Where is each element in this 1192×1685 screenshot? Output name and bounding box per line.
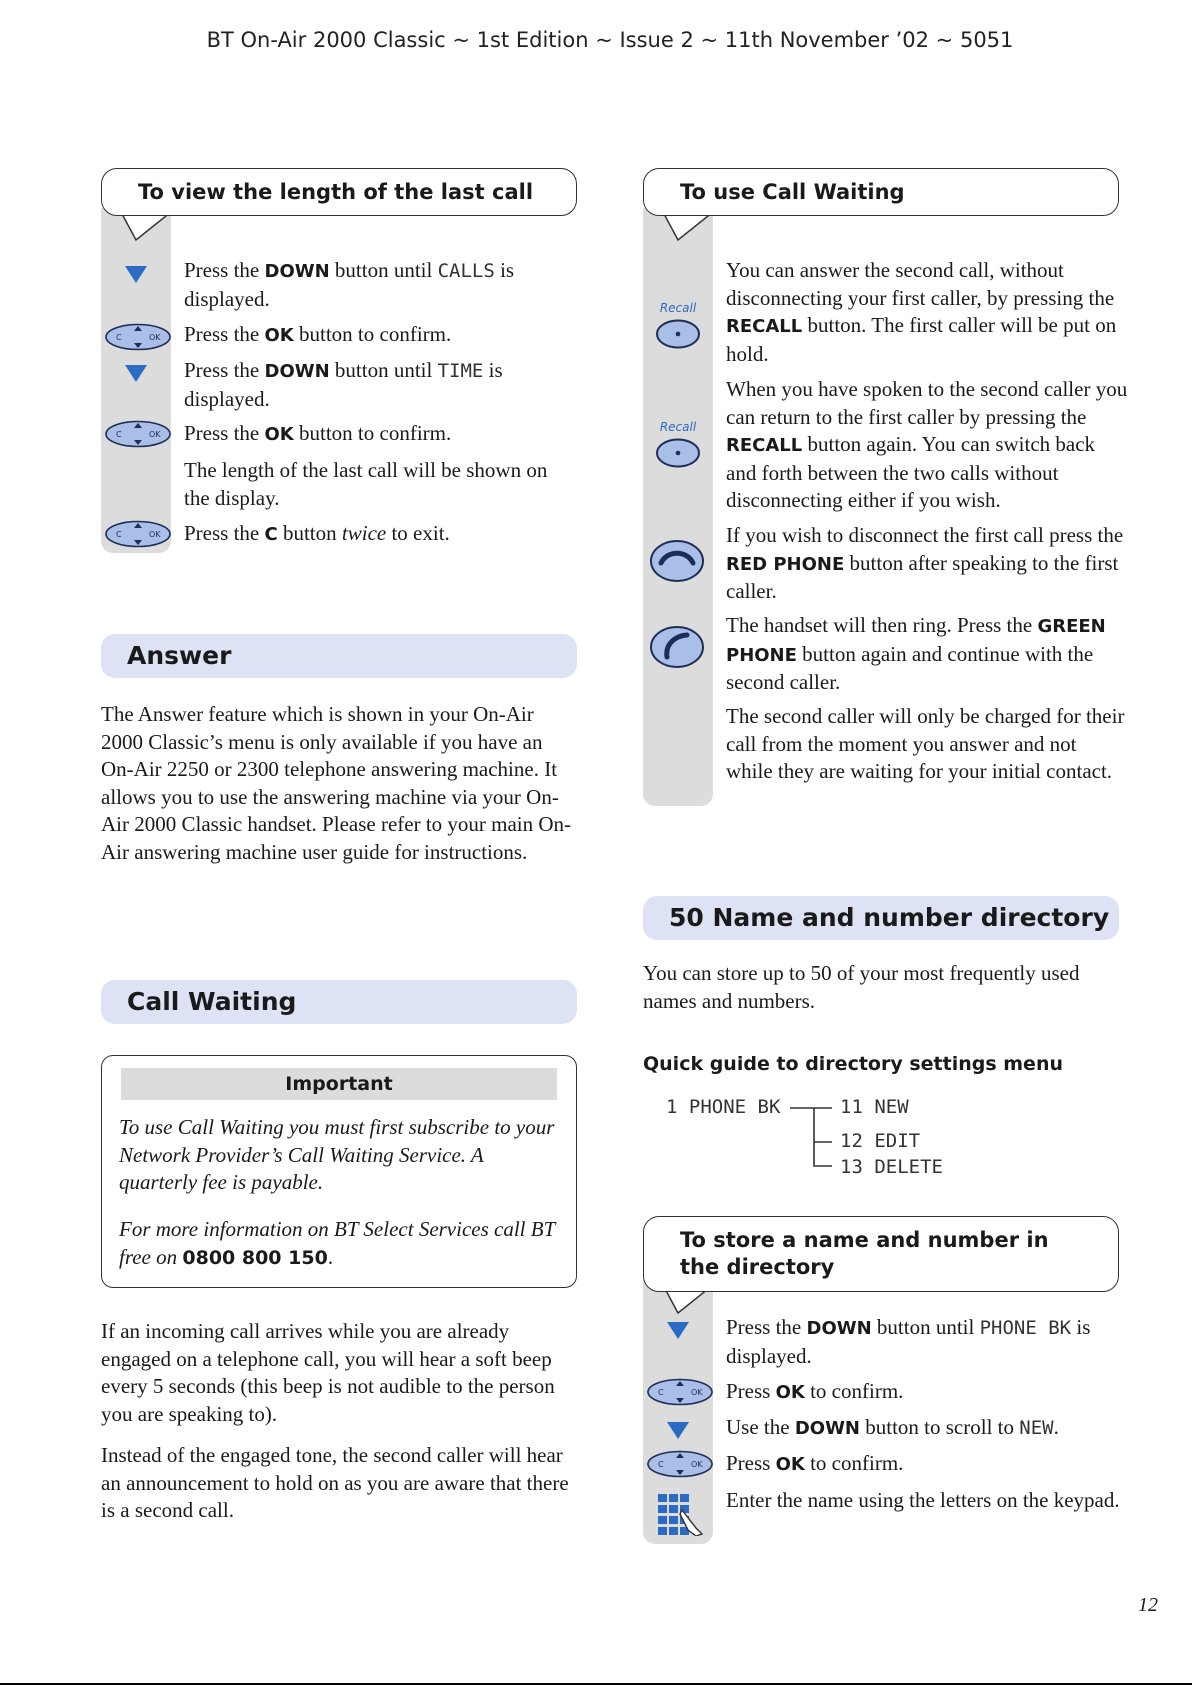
important-text-2: For more information on BT Select Services call BT free on 0800 800 150. — [119, 1217, 555, 1269]
title-notch — [101, 212, 173, 244]
last-call-step-6: Press the C button twice to exit. — [184, 521, 450, 545]
navigation-button-icon — [103, 419, 173, 449]
store-step-2: Press OK to confirm. — [726, 1379, 904, 1403]
call-waiting-heading: Call Waiting — [101, 980, 577, 1024]
down-arrow-icon — [124, 363, 148, 383]
last-call-step-3: Press the DOWN button until TIME is displayed. — [184, 358, 503, 411]
call-waiting-para-2: Instead of the engaged tone, the second caller will hear an announcement to hold on as you are aware that there is a second call. — [101, 1443, 569, 1522]
keypad-icon — [652, 1490, 708, 1536]
menu-item-new: 11 NEW — [840, 1096, 909, 1118]
store-step-4: Press OK to confirm. — [726, 1451, 904, 1475]
step-icon-column — [643, 208, 713, 806]
important-notice — [101, 1055, 577, 1288]
green-phone-icon — [649, 624, 705, 670]
menu-item-delete: 13 DELETE — [840, 1156, 943, 1178]
call-waiting-step-5: The second caller will only be charged for their call from the moment you answer and not while they are waiting for your initial contact. — [726, 704, 1125, 783]
title-notch — [643, 212, 715, 244]
call-waiting-step-1: You can answer the second call, without disconnecting your first caller, by pressing the RECALL button. The first caller will be put on hold. — [726, 258, 1117, 366]
page-number: 12 — [1138, 1594, 1158, 1616]
last-call-title: To view the length of the last call — [101, 168, 577, 216]
last-call-step-1: Press the DOWN button until CALLS is displayed. — [184, 258, 515, 311]
answer-text: The Answer feature which is shown in your On-Air 2000 Classic’s menu is only available if you have an On-Air 2250 or 2300 telephone answering machine. It allows you to use the answering machine via your On-Air 2000 Classic handset. Please refer to your main On-Air answering machine user guide for instructions. — [101, 702, 572, 864]
navigation-button-icon — [645, 1377, 715, 1407]
last-call-step-2: Press the OK button to confirm. — [184, 322, 452, 346]
navigation-button-icon — [645, 1449, 715, 1479]
directory-intro: You can store up to 50 of your most frequently used names and numbers. — [643, 961, 1080, 1013]
store-step-5: Enter the name using the letters on the keypad. — [726, 1488, 1120, 1512]
call-waiting-step-3: If you wish to disconnect the first call press the RED PHONE button after speaking to the first caller. — [726, 523, 1124, 603]
last-call-step-5: The length of the last call will be shown on the display. — [184, 458, 548, 510]
freephone-number: 0800 800 150 — [182, 1246, 328, 1269]
recall-button-icon — [650, 419, 706, 469]
menu-item-edit: 12 EDIT — [840, 1130, 921, 1152]
store-name-title: To store a name and number in the directory — [643, 1216, 1119, 1292]
red-phone-icon — [649, 538, 705, 584]
important-title: Important — [121, 1068, 557, 1100]
last-call-step-4: Press the OK button to confirm. — [184, 421, 452, 445]
answer-heading: Answer — [101, 634, 577, 678]
menu-root: 1 PHONE BK — [666, 1096, 781, 1118]
quick-guide-heading: Quick guide to directory settings menu — [643, 1053, 1063, 1075]
down-arrow-icon — [666, 1320, 690, 1340]
down-arrow-icon — [666, 1420, 690, 1440]
call-waiting-para-1: If an incoming call arrives while you are already engaged on a telephone call, you will hear a soft beep every 5 seconds (this beep is not audible to the person you are speaking to). — [101, 1319, 555, 1426]
page-header: BT On-Air 2000 Classic ~ 1st Edition ~ Issue 2 ~ 11th November ’02 ~ 5051 — [206, 28, 1014, 52]
directory-heading: 50 Name and number directory — [643, 896, 1119, 940]
navigation-button-icon — [103, 322, 173, 352]
store-step-3: Use the DOWN button to scroll to NEW. — [726, 1415, 1059, 1439]
use-call-waiting-title: To use Call Waiting — [643, 168, 1119, 216]
down-arrow-icon — [124, 264, 148, 284]
important-text-1: To use Call Waiting you must first subscribe to your Network Provider’s Call Waiting Service. A quarterly fee is payable. — [119, 1115, 555, 1194]
recall-button-icon — [650, 300, 706, 350]
store-step-1: Press the DOWN button until PHONE BK is displayed. — [726, 1315, 1091, 1368]
call-waiting-step-2: When you have spoken to the second caller you can return to the first caller by pressing the RECALL button again. You can switch back and forth between the two calls without disconnecting either if you wish. — [726, 377, 1128, 512]
navigation-button-icon — [103, 519, 173, 549]
menu-tree-lines — [790, 1100, 840, 1170]
call-waiting-step-4: The handset will then ring. Press the GREEN PHONE button again and continue with the second caller. — [726, 613, 1106, 694]
